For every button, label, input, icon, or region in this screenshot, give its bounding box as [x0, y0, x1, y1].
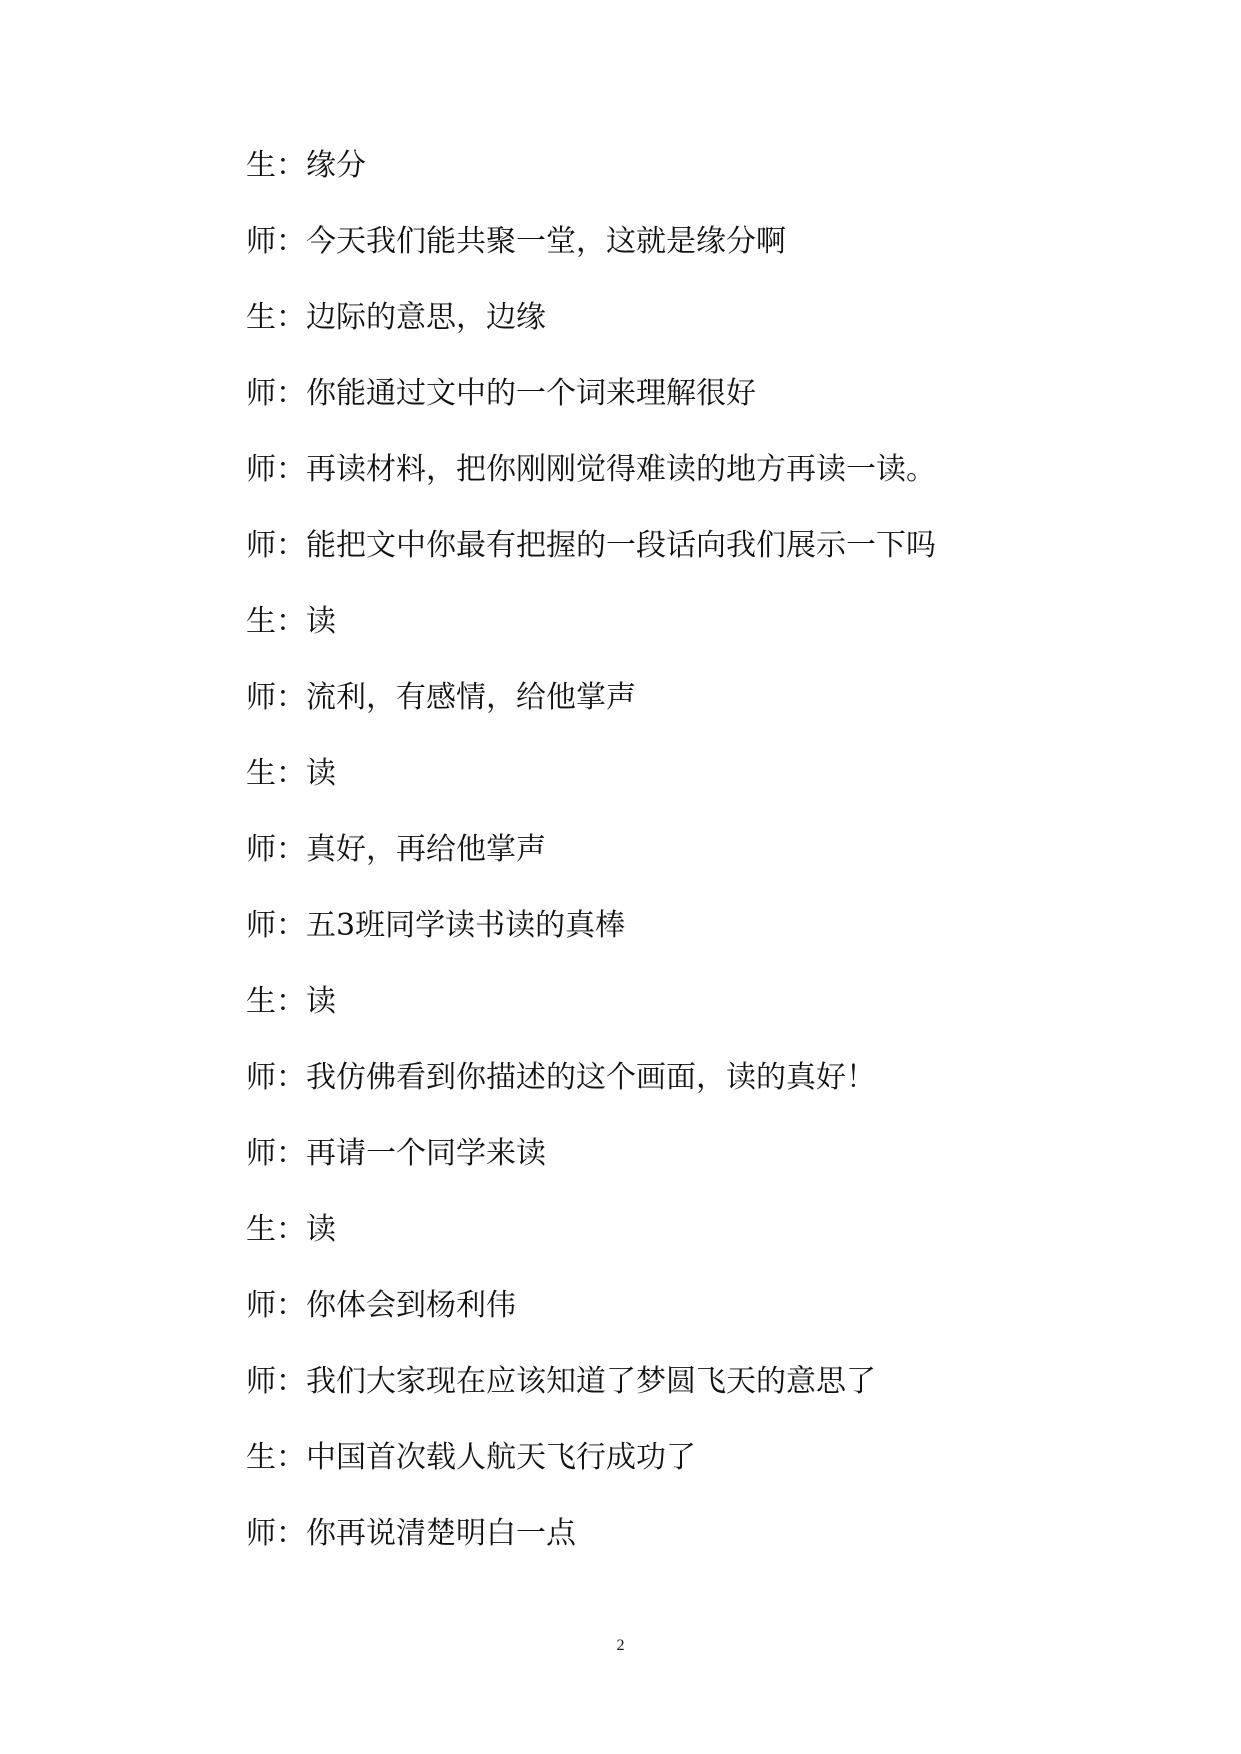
dialogue-text: 流利，有感情，给他掌声 — [306, 680, 636, 715]
speaker-label: 师 — [246, 1516, 276, 1551]
dialogue-text: 缘分 — [306, 148, 366, 183]
dialogue-text: 我们大家现在应该知道了梦圆飞天的意思了 — [306, 1364, 876, 1399]
dialogue-line — [246, 1212, 1146, 1288]
dialogue-line — [246, 756, 1146, 832]
speaker-separator: ： — [276, 1440, 306, 1475]
dialogue-text: 五3班同学读书读的真棒 — [306, 908, 626, 943]
speaker-label: 生 — [246, 984, 276, 1019]
speaker-separator: ： — [276, 1060, 306, 1095]
speaker-separator: ： — [276, 756, 306, 791]
dialogue-text: 能把文中你最有把握的一段话向我们展示一下吗 — [306, 528, 936, 563]
dialogue-text: 真好，再给他掌声 — [306, 832, 546, 867]
dialogue-line — [246, 984, 1146, 1060]
dialogue-line — [246, 1060, 1146, 1136]
dialogue-text: 读 — [306, 756, 336, 791]
dialogue-line — [246, 452, 1146, 528]
dialogue-text: 你体会到杨利伟 — [306, 1288, 516, 1323]
speaker-separator: ： — [276, 224, 306, 259]
dialogue-line — [246, 300, 1146, 376]
speaker-separator: ： — [276, 376, 306, 411]
dialogue-line — [246, 528, 1146, 604]
dialogue-line — [246, 604, 1146, 680]
speaker-separator: ： — [276, 452, 306, 487]
speaker-separator: ： — [276, 1212, 306, 1247]
speaker-label: 师 — [246, 224, 276, 259]
speaker-label: 师 — [246, 452, 276, 487]
dialogue-line — [246, 1516, 1146, 1592]
dialogue-text: 你再说清楚明白一点 — [306, 1516, 576, 1551]
dialogue-line — [246, 1440, 1146, 1516]
speaker-label: 师 — [246, 1364, 276, 1399]
dialogue-line — [246, 1364, 1146, 1440]
speaker-separator: ： — [276, 908, 306, 943]
page-number: 2 — [616, 1637, 625, 1654]
speaker-separator: ： — [276, 1136, 306, 1171]
dialogue-line — [246, 224, 1146, 300]
speaker-separator: ： — [276, 832, 306, 867]
dialogue-line — [246, 148, 1146, 224]
dialogue-text: 再读材料，把你刚刚觉得难读的地方再读一读。 — [306, 452, 936, 487]
speaker-label: 师 — [246, 1136, 276, 1171]
speaker-separator: ： — [276, 148, 306, 183]
dialogue-text: 读 — [306, 1212, 336, 1247]
speaker-separator: ： — [276, 984, 306, 1019]
speaker-label: 生 — [246, 148, 276, 183]
dialogue-line — [246, 832, 1146, 908]
dialogue-text: 我仿佛看到你描述的这个画面，读的真好！ — [306, 1060, 876, 1095]
speaker-label: 生 — [246, 1440, 276, 1475]
speaker-label: 师 — [246, 908, 276, 943]
speaker-label: 生 — [246, 756, 276, 791]
speaker-label: 生 — [246, 604, 276, 639]
speaker-label: 师 — [246, 1288, 276, 1323]
dialogue-text: 再请一个同学来读 — [306, 1136, 546, 1171]
speaker-separator: ： — [276, 604, 306, 639]
speaker-separator: ： — [276, 300, 306, 335]
speaker-separator: ： — [276, 680, 306, 715]
dialogue-line — [246, 1136, 1146, 1212]
dialogue-line — [246, 1288, 1146, 1364]
speaker-label: 师 — [246, 832, 276, 867]
speaker-label: 师 — [246, 528, 276, 563]
speaker-label: 师 — [246, 680, 276, 715]
speaker-label: 师 — [246, 376, 276, 411]
dialogue-text: 中国首次载人航天飞行成功了 — [306, 1440, 696, 1475]
dialogue-line — [246, 908, 1146, 984]
speaker-separator: ： — [276, 1516, 306, 1551]
dialogue-text: 你能通过文中的一个词来理解很好 — [306, 376, 756, 411]
speaker-label: 生 — [246, 1212, 276, 1247]
speaker-separator: ： — [276, 1288, 306, 1323]
dialogue-text: 今天我们能共聚一堂，这就是缘分啊 — [306, 224, 786, 259]
dialogue-text: 边际的意思，边缘 — [306, 300, 546, 335]
speaker-separator: ： — [276, 528, 306, 563]
speaker-separator: ： — [276, 1364, 306, 1399]
dialogue-line — [246, 680, 1146, 756]
dialogue-text: 读 — [306, 604, 336, 639]
dialogue-line — [246, 376, 1146, 452]
dialogue-list — [246, 148, 1146, 1592]
speaker-label: 生 — [246, 300, 276, 335]
speaker-label: 师 — [246, 1060, 276, 1095]
dialogue-text: 读 — [306, 984, 336, 1019]
